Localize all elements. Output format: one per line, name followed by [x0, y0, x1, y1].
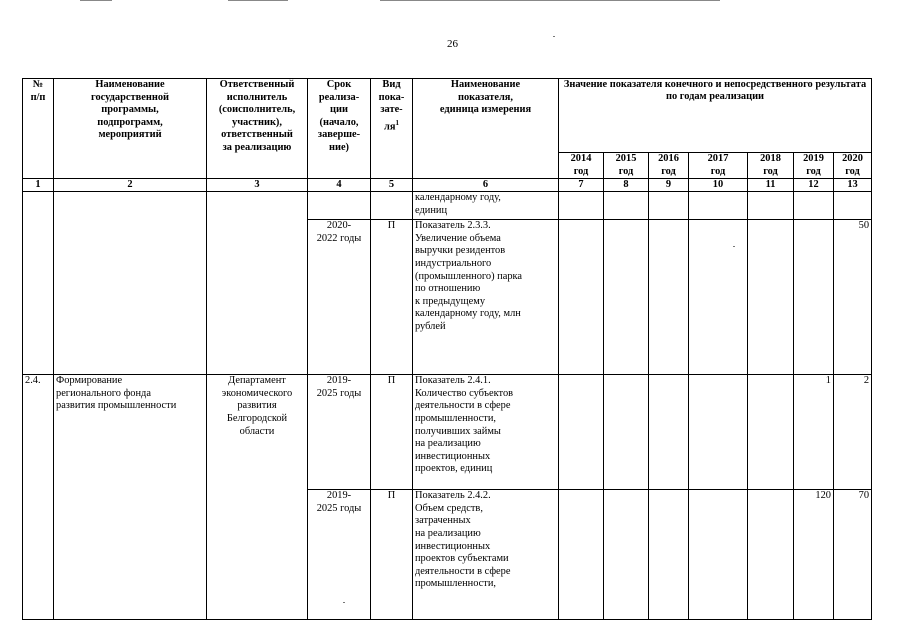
term-cell: 2019- 2025 годы	[308, 375, 371, 490]
value-2019: 1	[794, 375, 834, 490]
value-2017	[689, 375, 748, 490]
item-responsible: Департамент экономического развития Белгородской области	[207, 375, 308, 620]
term-cell: 2020- 2022 годы	[308, 220, 371, 375]
header-values-group: Значение показателя конечного и непосредственного результата по годам реализации	[559, 79, 872, 153]
indicator-type-cell: П	[371, 490, 413, 620]
value-2016	[649, 490, 689, 620]
column-number: 9	[649, 179, 689, 192]
column-number: 6	[413, 179, 559, 192]
header-program-name: Наименование государственной программы, подпрограмм, мероприятий	[54, 79, 207, 179]
table-row	[23, 192, 872, 220]
column-number: 11	[748, 179, 794, 192]
indicator-type-cell: П	[371, 220, 413, 375]
header-year-2014: 2014 год	[559, 153, 604, 179]
indicators-table	[22, 78, 872, 620]
header-year-2016: 2016 год	[649, 153, 689, 179]
value-2015	[604, 375, 649, 490]
column-number: 12	[794, 179, 834, 192]
value-2014	[559, 490, 604, 620]
value-2019: 120	[794, 490, 834, 620]
table-row	[23, 375, 872, 490]
value-2016	[649, 220, 689, 375]
cell-empty	[559, 192, 604, 220]
column-number: 1	[23, 179, 54, 192]
value-2018	[748, 490, 794, 620]
cell-empty	[604, 192, 649, 220]
cell-empty	[834, 192, 872, 220]
cell-empty	[689, 192, 748, 220]
header-responsible: Ответственный исполнитель (соисполнитель, участник), ответственный за реализацию	[207, 79, 308, 179]
header-footnote-mark: 1	[395, 118, 399, 127]
value-2017	[689, 490, 748, 620]
value-2014	[559, 220, 604, 375]
indicator-name-cell: Показатель 2.3.3. Увеличение объема выручки резидентов индустриального (промышленного) парка по отношению к предыдущему календарному году, млн рублей	[413, 220, 559, 375]
indicator-continuation: календарному году, единиц	[413, 192, 559, 220]
indicator-name-cell: Показатель 2.4.2. Объем средств, затраченных на реализацию инвестиционных проектов субъектами деятельности в сфере промышленности,	[413, 490, 559, 620]
cell-empty	[649, 192, 689, 220]
header-row	[23, 79, 872, 153]
top-edge-marks	[80, 0, 720, 3]
cell-empty	[748, 192, 794, 220]
value-2014	[559, 375, 604, 490]
header-number: № п/п	[23, 79, 54, 179]
value-2019	[794, 220, 834, 375]
column-numbers-row	[23, 179, 872, 192]
header-term: Срок реализа- ции (начало, заверше- ние)	[308, 79, 371, 179]
value-2020: 2	[834, 375, 872, 490]
page-number: 26	[447, 38, 458, 50]
value-2020: 70	[834, 490, 872, 620]
column-number: 13	[834, 179, 872, 192]
column-number: 10	[689, 179, 748, 192]
header-indicator-name: Наименование показателя, единица измерения	[413, 79, 559, 179]
value-2018	[748, 375, 794, 490]
value-2015	[604, 220, 649, 375]
header-year-2020: 2020 год	[834, 153, 872, 179]
scan-speck	[343, 602, 345, 603]
value-2017	[689, 220, 748, 375]
column-number: 4	[308, 179, 371, 192]
header-indicator-type-text: Вид пока- зате- ля	[378, 79, 405, 133]
scan-speck	[733, 246, 735, 247]
column-number: 3	[207, 179, 308, 192]
column-number: 5	[371, 179, 413, 192]
header-year-2017: 2017 год	[689, 153, 748, 179]
item-name: Формирование регионального фонда развития промышленности	[54, 375, 207, 620]
cell-empty	[23, 192, 54, 375]
cell-empty	[371, 192, 413, 220]
header-year-2019: 2019 год	[794, 153, 834, 179]
cell-empty	[794, 192, 834, 220]
header-year-2015: 2015 год	[604, 153, 649, 179]
column-number: 8	[604, 179, 649, 192]
value-2018	[748, 220, 794, 375]
cell-empty	[54, 192, 207, 375]
column-number: 2	[54, 179, 207, 192]
scan-speck	[553, 36, 555, 37]
term-cell: 2019- 2025 годы	[308, 490, 371, 620]
cell-empty	[308, 192, 371, 220]
header-year-2018: 2018 год	[748, 153, 794, 179]
value-2015	[604, 490, 649, 620]
column-number: 7	[559, 179, 604, 192]
header-indicator-type	[371, 79, 413, 179]
cell-empty	[207, 192, 308, 375]
indicator-type-cell: П	[371, 375, 413, 490]
value-2016	[649, 375, 689, 490]
item-number: 2.4.	[23, 375, 54, 620]
indicator-name-cell: Показатель 2.4.1. Количество субъектов деятельности в сфере промышленности, получивших займы на реализацию инвестиционных проектов, единиц	[413, 375, 559, 490]
value-2020: 50	[834, 220, 872, 375]
